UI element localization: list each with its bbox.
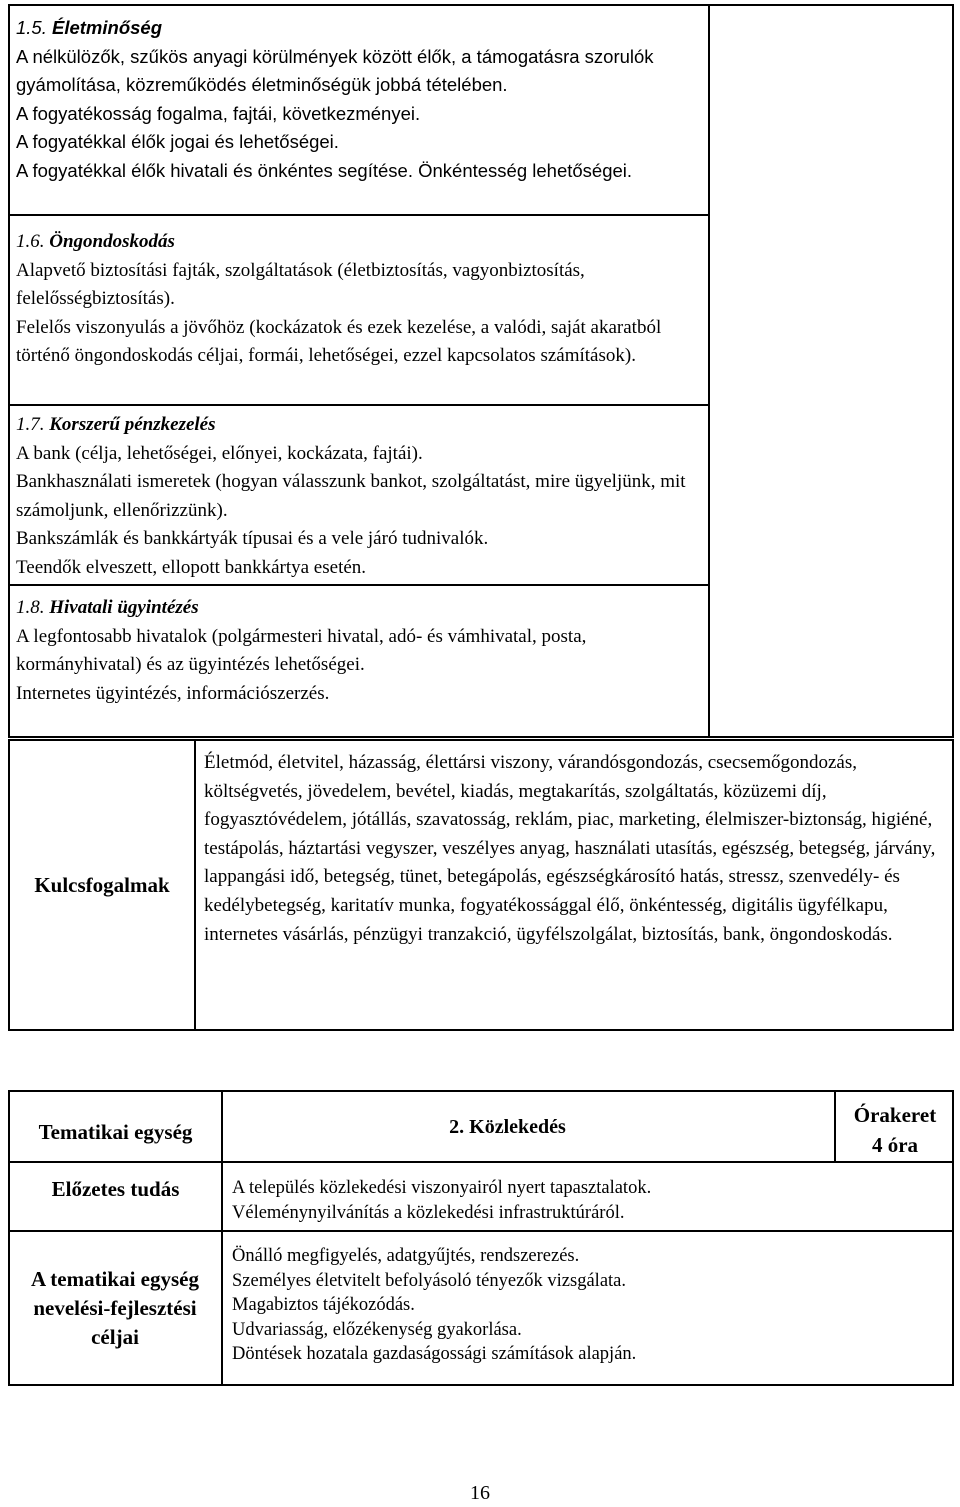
prior-line: Véleménynyilvánítás a közlekedési infrastruktúráról. <box>232 1202 625 1223</box>
section-line: Alapvető biztosítási fajták, szolgáltatások (életbiztosítás, vagyonbiztosítás, felelősségbiztosítás). <box>16 259 585 309</box>
section-title: Hivatali ügyintézés <box>49 597 199 618</box>
section-title: Életminőség <box>52 17 162 38</box>
section-1-8 <box>16 594 706 708</box>
row-divider <box>8 404 710 406</box>
section-title: Korszerű pénzkezelés <box>49 414 216 435</box>
section-line: A fogyatékkal élők jogai és lehetőségei. <box>16 131 339 152</box>
goal-line: Önálló megfigyelés, adatgyűjtés, rendszerezés. <box>232 1246 580 1266</box>
section-line: Felelős viszonyulás a jövőhöz (kockázatok és ezek kezelése, a valódi, saját akaratból történő öngondoskodás céljai, formái, lehetőségei, ezzel kapcsolatos számítások). <box>16 316 662 366</box>
unit-title-text: 2. Közlekedés <box>449 1115 566 1138</box>
section-line: A nélkülözők, szűkös anyagi körülmények között élők, a támogatásra szorulók gyámolítása, közreműködés életminőségük jobbá tételében. <box>16 45 654 95</box>
goals-label: A tematikai egység nevelési-fejlesztési céljai <box>31 1266 199 1349</box>
prior-knowledge-text <box>232 1176 942 1225</box>
section-1-6 <box>16 228 706 371</box>
keywords-text: Életmód, életvitel, házasság, élettársi viszony, várandósgondozás, csecsemőgondozás, költségvetés, jövedelem, bevétel, kiadás, megtakarítás, szolgáltatás, közüzemi díj, fogyasztóvédelem, jótállás, szavatosság, reklám, piac, marketing, élelmiszer-biztonság, higiéné, testápolás, háztartási vegyszer, veszélyes anyag, használati utasítás, egészség, betegség, járvány, lappangási idő, betegség, tünet, betegápolás, egészségkárosító hatás, stressz, szenvedély- és kedélybetegség, karitatív munka, fogyatékossággal élő, önkéntesség, digitális ügyfélkapu, internetes vásárlás, pénzügyi tranzakció, ügyfélszolgálat, biztosítás, bank, öngondoskodás. <box>204 752 936 945</box>
section-1-7 <box>16 411 706 582</box>
goals-text <box>232 1244 942 1367</box>
section-line: A bank (célja, lehetőségei, előnyei, kockázata, fajtái). <box>16 442 423 464</box>
unit-label: Tematikai egység <box>38 1120 193 1144</box>
section-line: Teendők elveszett, ellopott bankkártya esetén. <box>16 556 367 578</box>
section-line: Internetes ügyintézés, információszerzés. <box>16 682 330 704</box>
prior-knowledge-label: Előzetes tudás <box>51 1177 180 1201</box>
section-number: 1.5. <box>16 17 47 38</box>
row-divider <box>8 584 710 586</box>
goal-line: Udvariasság, előzékenység gyakorlása. <box>232 1319 522 1340</box>
section-line: A legfontosabb hivatalok (polgármesteri hivatal, adó- és vámhivatal, posta, kormányhivatal) és az ügyintézés lehetőségei. <box>16 625 587 675</box>
column-divider <box>194 739 196 1031</box>
goal-line: Személyes életvitelt befolyásoló tényezők vizsgálata. <box>232 1270 627 1291</box>
section-number: 1.7. <box>16 414 45 435</box>
goal-line: Döntések hozatala gazdaságossági számítások alapján. <box>232 1344 637 1364</box>
page-number: 16 <box>470 1482 490 1504</box>
hours-label: Órakeret <box>853 1103 937 1127</box>
section-number: 1.8. <box>16 597 45 618</box>
section-line: A fogyatékosság fogalma, fajtái, következményei. <box>16 102 421 124</box>
section-title: Öngondoskodás <box>49 231 175 252</box>
column-divider <box>708 4 710 738</box>
keywords-label: Kulcsfogalmak <box>34 873 170 897</box>
goal-line: Magabiztos tájékozódás. <box>232 1295 415 1315</box>
section-number: 1.6. <box>16 231 45 252</box>
section-line: A fogyatékkal élők hivatali és önkéntes segítése. Önkéntesség lehetőségei. <box>16 159 633 181</box>
row-divider <box>8 214 710 216</box>
hours-value: 4 óra <box>871 1133 919 1157</box>
section-line: Bankhasználati ismeretek (hogyan válasszunk bankot, szolgáltatást, mire ügyeljünk, mit számoljunk, ellenőrizzünk). <box>16 471 686 521</box>
hours-cell <box>836 1100 954 1160</box>
prior-line: A település közlekedési viszonyairól nyert tapasztalatok. <box>232 1178 652 1198</box>
unit-title <box>223 1092 834 1161</box>
section-1-5 <box>16 14 706 185</box>
section-line: Bankszámlák és bankkártyák típusai és a vele járó tudnivalók. <box>16 528 489 549</box>
